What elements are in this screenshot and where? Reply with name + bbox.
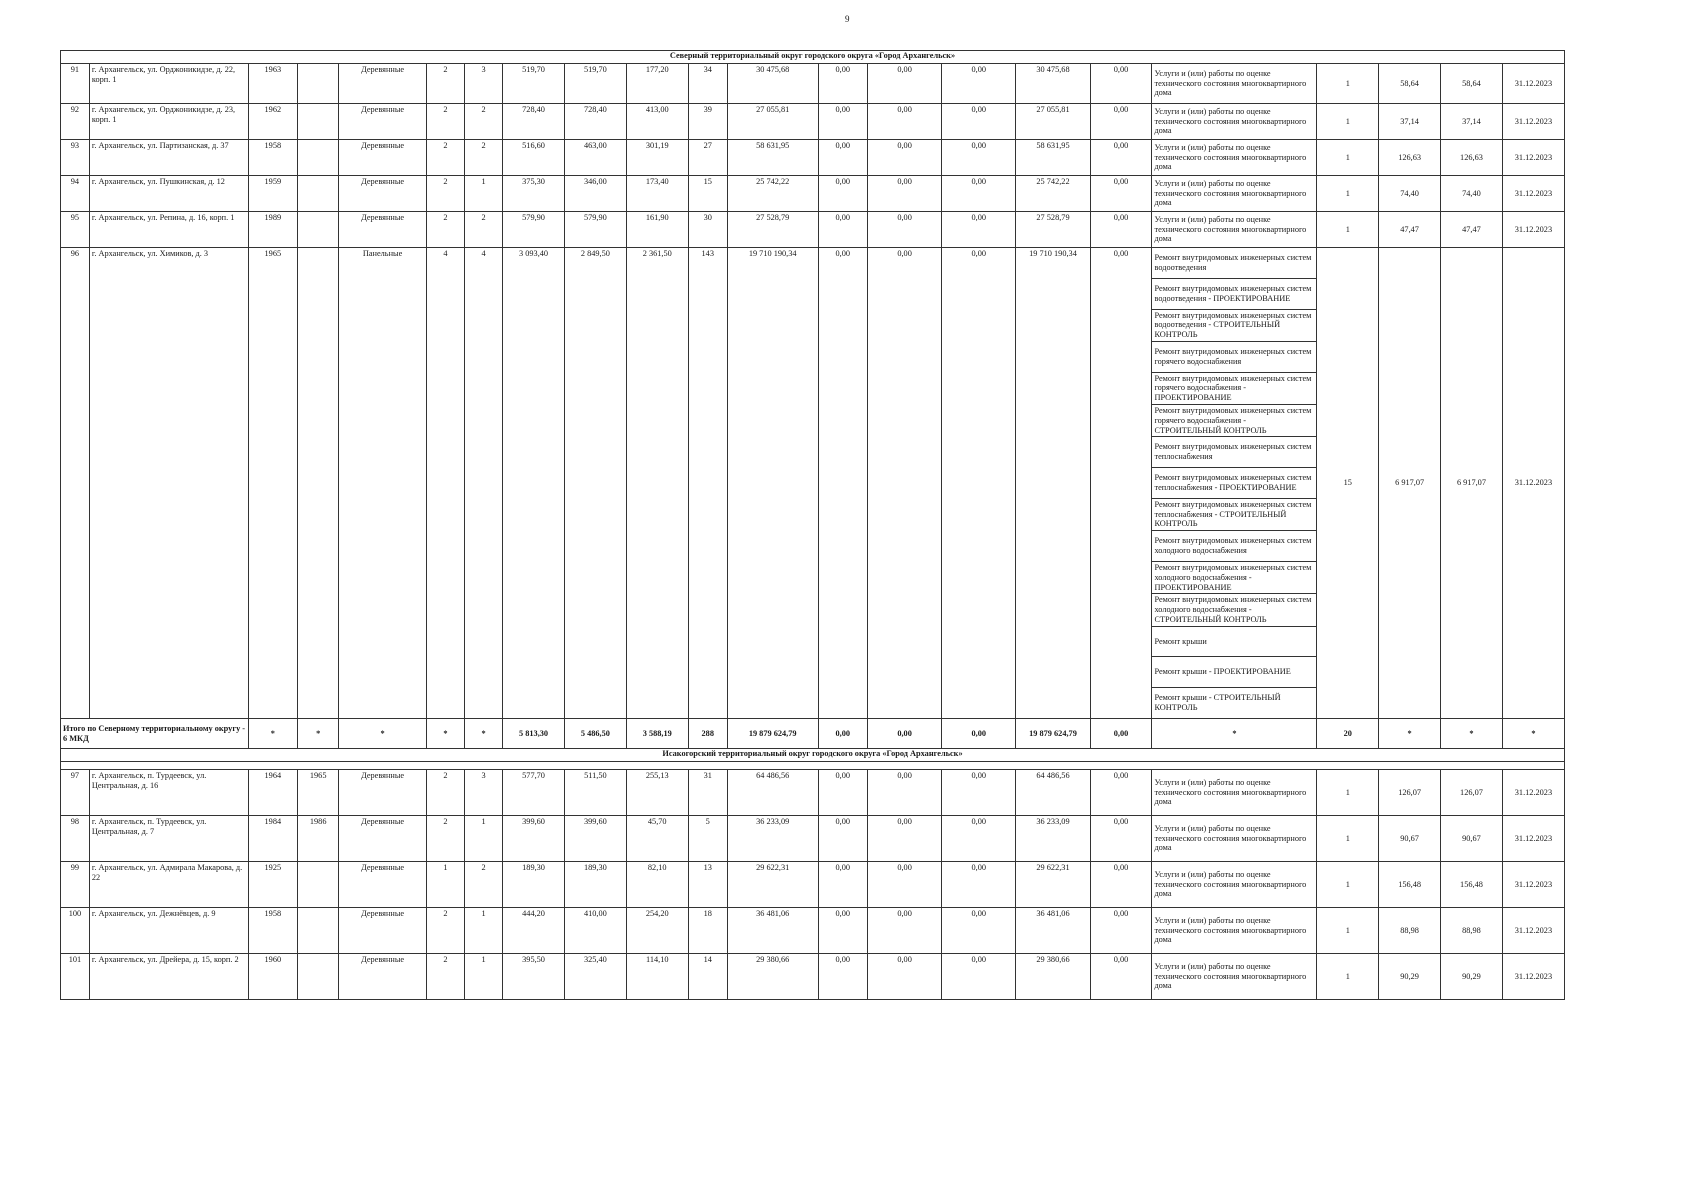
units-cell: 1	[1317, 862, 1379, 908]
fund-other-cell: 0,00	[1090, 140, 1152, 176]
total-fund5-cell: 0,00	[1090, 719, 1152, 749]
section-header-north	[61, 51, 1565, 64]
work-type-item: Ремонт внутридомовых инженерных систем горячего водоснабжения - СТРОИТЕЛЬНЫЙ КОНТРОЛЬ	[1152, 405, 1316, 437]
address-cell: г. Архангельск, п. Турдеевск, ул. Центральная, д. 16	[89, 770, 248, 816]
total-cost-cell: 25 742,22	[727, 176, 818, 212]
total-area-cell: 728,40	[503, 104, 565, 140]
total-cost-cell: 29 622,31	[727, 862, 818, 908]
private-area-cell: 114,10	[626, 954, 688, 1000]
fund-local-cell: 0,00	[942, 64, 1016, 104]
floors-cell: 4	[426, 248, 464, 719]
entrances-cell: 1	[465, 908, 503, 954]
fund-federal-cell: 0,00	[818, 176, 867, 212]
wall-material-cell: Деревянные	[339, 64, 427, 104]
work-type-item: Ремонт внутридомовых инженерных систем холодного водоснабжения - СТРОИТЕЛЬНЫЙ КОНТРОЛЬ	[1152, 594, 1316, 626]
year-built-cell: 1958	[248, 140, 297, 176]
total-area-res-cell: 5 486,50	[564, 719, 626, 749]
residents-cell: 27	[688, 140, 727, 176]
residents-cell: 14	[688, 954, 727, 1000]
total-area-cell: 519,70	[503, 64, 565, 104]
total-cost-cell: 19 710 190,34	[727, 248, 818, 719]
section-title-isakogorsky: Исакогорский территориальный округ городского округа «Город Архангельск»	[61, 749, 1565, 762]
max-cost-cell: 88,98	[1441, 908, 1503, 954]
residents-cell: 143	[688, 248, 727, 719]
row-number: 93	[61, 140, 90, 176]
floors-cell: 2	[426, 176, 464, 212]
fund-owners-cell: 58 631,95	[1016, 140, 1090, 176]
year-commission-cell	[298, 212, 339, 248]
fund-federal-cell: 0,00	[818, 816, 867, 862]
year-commission-cell: 1986	[298, 816, 339, 862]
deadline-cell: 31.12.2023	[1502, 862, 1564, 908]
total-cost-cell: 36 481,06	[727, 908, 818, 954]
fund-other-cell: 0,00	[1090, 248, 1152, 719]
deadline-cell: 31.12.2023	[1502, 954, 1564, 1000]
fund-owners-cell: 29 380,66	[1016, 954, 1090, 1000]
residents-cell: 18	[688, 908, 727, 954]
fund-regional-cell: 0,00	[868, 140, 942, 176]
units-cell: 1	[1317, 770, 1379, 816]
fund-owners-cell: 19 710 190,34	[1016, 248, 1090, 719]
table-row	[61, 140, 1565, 176]
max-cost-cell: 126,63	[1441, 140, 1503, 176]
work-type-item: Ремонт крыши	[1152, 627, 1316, 658]
deadline-cell: 31.12.2023	[1502, 816, 1564, 862]
floors-cell: 2	[426, 954, 464, 1000]
entrances-cell: 2	[465, 104, 503, 140]
max-cost-cell: 37,14	[1441, 104, 1503, 140]
fund-regional-cell: 0,00	[868, 64, 942, 104]
residents-cell: 31	[688, 770, 727, 816]
total-max-cost-cell: *	[1441, 719, 1503, 749]
specific-cost-cell: 90,67	[1379, 816, 1441, 862]
floors-cell: 2	[426, 64, 464, 104]
year-commission-cell	[298, 908, 339, 954]
address-cell: г. Архангельск, ул. Партизанская, д. 37	[89, 140, 248, 176]
total-deadline-cell: *	[1502, 719, 1564, 749]
address-cell: г. Архангельск, ул. Пушкинская, д. 12	[89, 176, 248, 212]
private-area-cell: 301,19	[626, 140, 688, 176]
work-type-item: Ремонт внутридомовых инженерных систем водоотведения - ПРОЕКТИРОВАНИЕ	[1152, 279, 1316, 310]
total-work-cell: *	[1152, 719, 1317, 749]
work-type-item: Ремонт внутридомовых инженерных систем теплоснабжения - ПРОЕКТИРОВАНИЕ	[1152, 468, 1316, 499]
total-cost-cell: 36 233,09	[727, 816, 818, 862]
fund-owners-cell: 36 481,06	[1016, 908, 1090, 954]
work-type-item: Ремонт крыши - ПРОЕКТИРОВАНИЕ	[1152, 657, 1316, 688]
year-commission-cell: 1965	[298, 770, 339, 816]
row-number: 92	[61, 104, 90, 140]
private-area-cell: 173,40	[626, 176, 688, 212]
entrances-cell: 3	[465, 770, 503, 816]
residential-area-cell: 189,30	[564, 862, 626, 908]
total-cost-cell: 27 055,81	[727, 104, 818, 140]
work-type-item: Ремонт внутридомовых инженерных систем горячего водоснабжения - ПРОЕКТИРОВАНИЕ	[1152, 373, 1316, 405]
units-cell: 15	[1317, 248, 1379, 719]
fund-owners-cell: 27 528,79	[1016, 212, 1090, 248]
max-cost-cell: 156,48	[1441, 862, 1503, 908]
fund-regional-cell: 0,00	[868, 248, 942, 719]
total-area-cell: 577,70	[503, 770, 565, 816]
max-cost-cell: 126,07	[1441, 770, 1503, 816]
table-row	[61, 954, 1565, 1000]
work-type-cell: Услуги и (или) работы по оценке технического состояния многоквартирного дома	[1152, 64, 1317, 104]
wall-material-cell: Деревянные	[339, 816, 427, 862]
total-entrances-cell: *	[465, 719, 503, 749]
row-number: 100	[61, 908, 90, 954]
fund-other-cell: 0,00	[1090, 104, 1152, 140]
fund-local-cell: 0,00	[942, 862, 1016, 908]
residential-area-cell: 463,00	[564, 140, 626, 176]
row-number: 98	[61, 816, 90, 862]
wall-material-cell: Деревянные	[339, 140, 427, 176]
total-cost-total-cell: 19 879 624,79	[727, 719, 818, 749]
fund-federal-cell: 0,00	[818, 770, 867, 816]
row-number: 101	[61, 954, 90, 1000]
deadline-cell: 31.12.2023	[1502, 64, 1564, 104]
fund-other-cell: 0,00	[1090, 212, 1152, 248]
units-cell: 1	[1317, 140, 1379, 176]
fund-owners-cell: 64 486,56	[1016, 770, 1090, 816]
residents-cell: 30	[688, 212, 727, 248]
work-type-cell: Услуги и (или) работы по оценке технического состояния многоквартирного дома	[1152, 862, 1317, 908]
address-cell: г. Архангельск, ул. Адмирала Макарова, д. 22	[89, 862, 248, 908]
wall-material-cell: Деревянные	[339, 954, 427, 1000]
floors-cell: 1	[426, 862, 464, 908]
fund-federal-cell: 0,00	[818, 140, 867, 176]
units-cell: 1	[1317, 64, 1379, 104]
private-area-cell: 2 361,50	[626, 248, 688, 719]
residents-cell: 5	[688, 816, 727, 862]
work-type-cell: Услуги и (или) работы по оценке технического состояния многоквартирного дома	[1152, 770, 1317, 816]
total-cost-cell: 29 380,66	[727, 954, 818, 1000]
year-commission-cell	[298, 104, 339, 140]
work-type-cell: Услуги и (или) работы по оценке технического состояния многоквартирного дома	[1152, 140, 1317, 176]
units-cell: 1	[1317, 908, 1379, 954]
work-type-item: Ремонт внутридомовых инженерных систем холодного водоснабжения	[1152, 531, 1316, 562]
floors-cell: 2	[426, 104, 464, 140]
fund-federal-cell: 0,00	[818, 954, 867, 1000]
total-label: Итого по Северному территориальному округу - 6 МКД	[61, 719, 249, 749]
year-commission-cell	[298, 954, 339, 1000]
residential-area-cell: 511,50	[564, 770, 626, 816]
total-year-built-cell: *	[248, 719, 297, 749]
table-row	[61, 862, 1565, 908]
total-cost-cell: 64 486,56	[727, 770, 818, 816]
deadline-cell: 31.12.2023	[1502, 770, 1564, 816]
max-cost-cell: 58,64	[1441, 64, 1503, 104]
entrances-cell: 1	[465, 816, 503, 862]
row-number: 91	[61, 64, 90, 104]
total-area-cell: 189,30	[503, 862, 565, 908]
floors-cell: 2	[426, 140, 464, 176]
fund-owners-cell: 36 233,09	[1016, 816, 1090, 862]
max-cost-cell: 90,29	[1441, 954, 1503, 1000]
work-type-cell: Услуги и (или) работы по оценке технического состояния многоквартирного дома	[1152, 908, 1317, 954]
residential-area-cell: 399,60	[564, 816, 626, 862]
work-type-cell: Услуги и (или) работы по оценке технического состояния многоквартирного дома	[1152, 176, 1317, 212]
address-cell: г. Архангельск, п. Турдеевск, ул. Центральная, д. 7	[89, 816, 248, 862]
deadline-cell: 31.12.2023	[1502, 176, 1564, 212]
fund-federal-cell: 0,00	[818, 862, 867, 908]
private-area-cell: 413,00	[626, 104, 688, 140]
floors-cell: 2	[426, 212, 464, 248]
fund-other-cell: 0,00	[1090, 770, 1152, 816]
year-commission-cell	[298, 140, 339, 176]
fund-local-cell: 0,00	[942, 816, 1016, 862]
work-type-cell: Услуги и (или) работы по оценке технического состояния многоквартирного дома	[1152, 212, 1317, 248]
year-commission-cell	[298, 64, 339, 104]
entrances-cell: 2	[465, 212, 503, 248]
year-built-cell: 1958	[248, 908, 297, 954]
total-area-priv-cell: 3 588,19	[626, 719, 688, 749]
max-cost-cell: 74,40	[1441, 176, 1503, 212]
residential-area-cell: 579,90	[564, 212, 626, 248]
total-spec-cost-cell: *	[1379, 719, 1441, 749]
total-units-cell: 20	[1317, 719, 1379, 749]
total-area-cell: 395,50	[503, 954, 565, 1000]
max-cost-cell: 90,67	[1441, 816, 1503, 862]
floors-cell: 2	[426, 770, 464, 816]
fund-local-cell: 0,00	[942, 770, 1016, 816]
work-type-item: Ремонт внутридомовых инженерных систем горячего водоснабжения	[1152, 342, 1316, 373]
residents-cell: 13	[688, 862, 727, 908]
fund-local-cell: 0,00	[942, 954, 1016, 1000]
max-cost-cell: 6 917,07	[1441, 248, 1503, 719]
residential-area-cell: 410,00	[564, 908, 626, 954]
total-wall-cell: *	[339, 719, 427, 749]
address-cell: г. Архангельск, ул. Дежнёвцев, д. 9	[89, 908, 248, 954]
work-type-cell: Услуги и (или) работы по оценке технического состояния многоквартирного дома	[1152, 954, 1317, 1000]
specific-cost-cell: 6 917,07	[1379, 248, 1441, 719]
wall-material-cell: Панельные	[339, 248, 427, 719]
units-cell: 1	[1317, 212, 1379, 248]
fund-regional-cell: 0,00	[868, 770, 942, 816]
units-cell: 1	[1317, 954, 1379, 1000]
residents-cell: 15	[688, 176, 727, 212]
fund-regional-cell: 0,00	[868, 908, 942, 954]
table-row	[61, 248, 1565, 719]
specific-cost-cell: 37,14	[1379, 104, 1441, 140]
year-built-cell: 1984	[248, 816, 297, 862]
work-types-list	[1152, 248, 1317, 719]
residents-cell: 34	[688, 64, 727, 104]
fund-other-cell: 0,00	[1090, 908, 1152, 954]
address-cell: г. Архангельск, ул. Орджоникидзе, д. 22, корп. 1	[89, 64, 248, 104]
work-type-item: Ремонт внутридомовых инженерных систем водоотведения	[1152, 248, 1316, 279]
wall-material-cell: Деревянные	[339, 862, 427, 908]
fund-federal-cell: 0,00	[818, 104, 867, 140]
row-number: 95	[61, 212, 90, 248]
table-row	[61, 64, 1565, 104]
total-cost-cell: 58 631,95	[727, 140, 818, 176]
total-residents-cell: 288	[688, 719, 727, 749]
fund-other-cell: 0,00	[1090, 954, 1152, 1000]
total-area-cell: 399,60	[503, 816, 565, 862]
specific-cost-cell: 74,40	[1379, 176, 1441, 212]
entrances-cell: 1	[465, 954, 503, 1000]
page-number: 9	[845, 14, 850, 24]
entrances-cell: 1	[465, 176, 503, 212]
private-area-cell: 177,20	[626, 64, 688, 104]
work-type-item: Ремонт внутридомовых инженерных систем холодного водоснабжения - ПРОЕКТИРОВАНИЕ	[1152, 562, 1316, 594]
deadline-cell: 31.12.2023	[1502, 140, 1564, 176]
address-cell: г. Архангельск, ул. Орджоникидзе, д. 23, корп. 1	[89, 104, 248, 140]
fund-regional-cell: 0,00	[868, 954, 942, 1000]
section-title-north: Северный территориальный округ городского округа «Город Архангельск»	[61, 51, 1565, 64]
fund-owners-cell: 30 475,68	[1016, 64, 1090, 104]
work-type-cell: Услуги и (или) работы по оценке технического состояния многоквартирного дома	[1152, 104, 1317, 140]
fund-local-cell: 0,00	[942, 140, 1016, 176]
fund-other-cell: 0,00	[1090, 862, 1152, 908]
entrances-cell: 3	[465, 64, 503, 104]
specific-cost-cell: 88,98	[1379, 908, 1441, 954]
fund-local-cell: 0,00	[942, 176, 1016, 212]
specific-cost-cell: 126,07	[1379, 770, 1441, 816]
private-area-cell: 254,20	[626, 908, 688, 954]
units-cell: 1	[1317, 176, 1379, 212]
total-fund1-cell: 0,00	[818, 719, 867, 749]
section-spacer	[61, 762, 1565, 770]
fund-federal-cell: 0,00	[818, 908, 867, 954]
deadline-cell: 31.12.2023	[1502, 908, 1564, 954]
fund-federal-cell: 0,00	[818, 64, 867, 104]
total-area-total-cell: 5 813,30	[503, 719, 565, 749]
fund-federal-cell: 0,00	[818, 248, 867, 719]
fund-local-cell: 0,00	[942, 212, 1016, 248]
private-area-cell: 45,70	[626, 816, 688, 862]
residential-area-cell: 728,40	[564, 104, 626, 140]
max-cost-cell: 47,47	[1441, 212, 1503, 248]
total-area-cell: 375,30	[503, 176, 565, 212]
private-area-cell: 82,10	[626, 862, 688, 908]
units-cell: 1	[1317, 104, 1379, 140]
total-fund2-cell: 0,00	[868, 719, 942, 749]
entrances-cell: 2	[465, 140, 503, 176]
work-type-item: Ремонт крыши - СТРОИТЕЛЬНЫЙ КОНТРОЛЬ	[1154, 693, 1281, 713]
year-built-cell: 1963	[248, 64, 297, 104]
work-type-item: Ремонт внутридомовых инженерных систем теплоснабжения	[1152, 437, 1316, 468]
fund-owners-cell: 27 055,81	[1016, 104, 1090, 140]
fund-other-cell: 0,00	[1090, 176, 1152, 212]
residential-area-cell: 519,70	[564, 64, 626, 104]
fund-local-cell: 0,00	[942, 248, 1016, 719]
wall-material-cell: Деревянные	[339, 770, 427, 816]
specific-cost-cell: 156,48	[1379, 862, 1441, 908]
north-total-row	[61, 719, 1565, 749]
wall-material-cell: Деревянные	[339, 212, 427, 248]
fund-regional-cell: 0,00	[868, 212, 942, 248]
total-area-cell: 3 093,40	[503, 248, 565, 719]
total-floors-cell: *	[426, 719, 464, 749]
fund-regional-cell: 0,00	[868, 816, 942, 862]
residential-area-cell: 2 849,50	[564, 248, 626, 719]
year-built-cell: 1989	[248, 212, 297, 248]
table-row	[61, 908, 1565, 954]
wall-material-cell: Деревянные	[339, 176, 427, 212]
row-number: 99	[61, 862, 90, 908]
residents-cell: 39	[688, 104, 727, 140]
table-row	[61, 212, 1565, 248]
total-cost-cell: 27 528,79	[727, 212, 818, 248]
table-row	[61, 104, 1565, 140]
work-type-item: Ремонт внутридомовых инженерных систем теплоснабжения - СТРОИТЕЛЬНЫЙ КОНТРОЛЬ	[1152, 499, 1316, 531]
fund-owners-cell: 29 622,31	[1016, 862, 1090, 908]
entrances-cell: 4	[465, 248, 503, 719]
floors-cell: 2	[426, 816, 464, 862]
section-header-isakogorsky	[61, 749, 1565, 762]
specific-cost-cell: 47,47	[1379, 212, 1441, 248]
year-built-cell: 1959	[248, 176, 297, 212]
fund-federal-cell: 0,00	[818, 212, 867, 248]
fund-regional-cell: 0,00	[868, 862, 942, 908]
spacer-cell	[61, 762, 1565, 770]
total-area-cell: 516,60	[503, 140, 565, 176]
fund-regional-cell: 0,00	[868, 104, 942, 140]
table-row	[61, 176, 1565, 212]
year-commission-cell	[298, 176, 339, 212]
fund-local-cell: 0,00	[942, 908, 1016, 954]
total-fund4-cell: 19 879 624,79	[1016, 719, 1090, 749]
year-built-cell: 1965	[248, 248, 297, 719]
work-type-item: Ремонт внутридомовых инженерных систем водоотведения - СТРОИТЕЛЬНЫЙ КОНТРОЛЬ	[1152, 310, 1316, 342]
capital-repair-register-table	[60, 50, 1565, 1000]
entrances-cell: 2	[465, 862, 503, 908]
row-number: 96	[61, 248, 90, 719]
deadline-cell: 31.12.2023	[1502, 212, 1564, 248]
fund-other-cell: 0,00	[1090, 64, 1152, 104]
year-built-cell: 1960	[248, 954, 297, 1000]
specific-cost-cell: 58,64	[1379, 64, 1441, 104]
table-row	[61, 816, 1565, 862]
residential-area-cell: 346,00	[564, 176, 626, 212]
total-area-cell: 444,20	[503, 908, 565, 954]
wall-material-cell: Деревянные	[339, 908, 427, 954]
fund-local-cell: 0,00	[942, 104, 1016, 140]
year-built-cell: 1962	[248, 104, 297, 140]
private-area-cell: 161,90	[626, 212, 688, 248]
deadline-cell: 31.12.2023	[1502, 248, 1564, 719]
residential-area-cell: 325,40	[564, 954, 626, 1000]
year-commission-cell	[298, 862, 339, 908]
wall-material-cell: Деревянные	[339, 104, 427, 140]
year-built-cell: 1964	[248, 770, 297, 816]
row-number: 94	[61, 176, 90, 212]
address-cell: г. Архангельск, ул. Репина, д. 16, корп. 1	[89, 212, 248, 248]
total-cost-cell: 30 475,68	[727, 64, 818, 104]
floors-cell: 2	[426, 908, 464, 954]
total-area-cell: 579,90	[503, 212, 565, 248]
year-commission-cell	[298, 248, 339, 719]
specific-cost-cell: 126,63	[1379, 140, 1441, 176]
specific-cost-cell: 90,29	[1379, 954, 1441, 1000]
year-built-cell: 1925	[248, 862, 297, 908]
address-cell: г. Архангельск, ул. Химиков, д. 3	[89, 248, 248, 719]
fund-owners-cell: 25 742,22	[1016, 176, 1090, 212]
total-year-comm-cell: *	[298, 719, 339, 749]
table-row	[61, 770, 1565, 816]
units-cell: 1	[1317, 816, 1379, 862]
work-type-cell: Услуги и (или) работы по оценке технического состояния многоквартирного дома	[1152, 816, 1317, 862]
fund-regional-cell: 0,00	[868, 176, 942, 212]
total-fund3-cell: 0,00	[942, 719, 1016, 749]
deadline-cell: 31.12.2023	[1502, 104, 1564, 140]
address-cell: г. Архангельск, ул. Дрейера, д. 15, корп. 2	[89, 954, 248, 1000]
row-number: 97	[61, 770, 90, 816]
private-area-cell: 255,13	[626, 770, 688, 816]
fund-other-cell: 0,00	[1090, 816, 1152, 862]
